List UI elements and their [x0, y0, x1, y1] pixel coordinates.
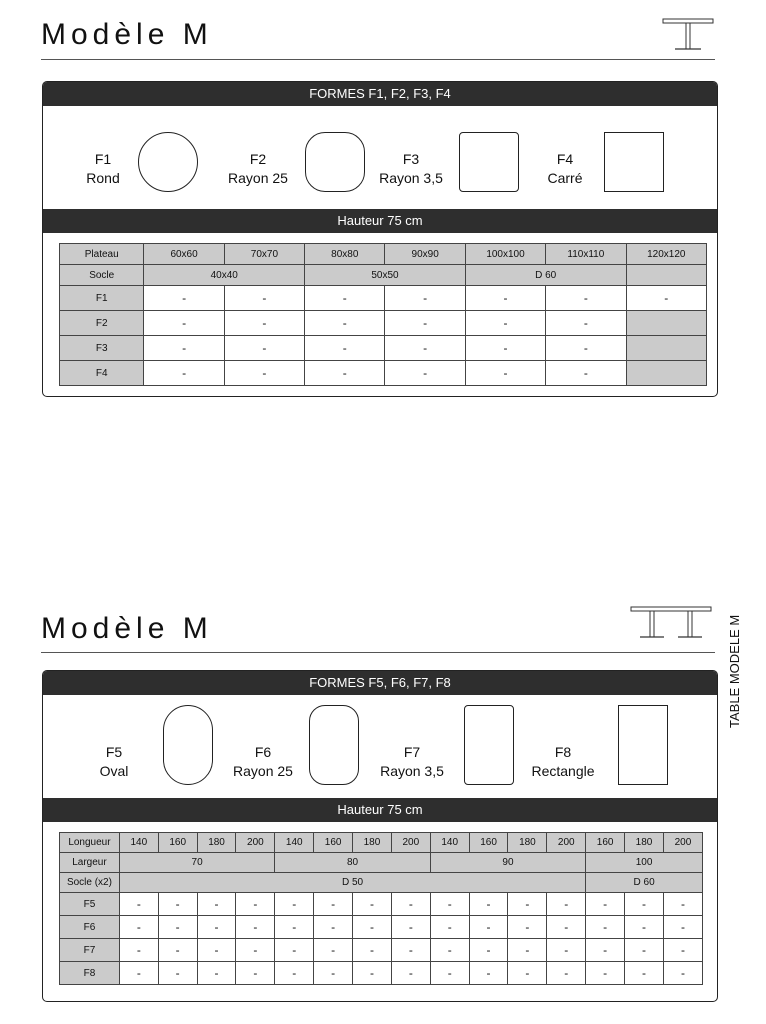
dimension-cell: 120x120 — [626, 244, 706, 265]
availability-cell: - — [236, 962, 275, 985]
availability-cell: - — [465, 286, 545, 311]
width-cell: 100 — [586, 853, 703, 873]
availability-cell: - — [197, 962, 236, 985]
socle-cell: D 50 — [119, 873, 585, 893]
availability-cell: - — [586, 939, 625, 962]
availability-cell: - — [144, 361, 224, 386]
dimension-cell: 140 — [275, 833, 314, 853]
availability-cell: - — [465, 336, 545, 361]
shape-label-f2: F2 Rayon 25 — [228, 151, 288, 186]
shape-label-f5: F5 Oval — [99, 744, 129, 779]
dimension-cell: 180 — [625, 833, 664, 853]
availability-cell: - — [305, 311, 385, 336]
dimension-cell: 200 — [547, 833, 586, 853]
dimension-cell: 160 — [314, 833, 353, 853]
forms-panel-2 — [42, 670, 718, 1002]
availability-cell: - — [385, 336, 465, 361]
table-row — [60, 873, 703, 893]
dimension-cell: 180 — [197, 833, 236, 853]
shape-f3-radius-3-5 — [459, 132, 519, 192]
dimension-cell: 200 — [236, 833, 275, 853]
availability-cell: - — [546, 311, 626, 336]
availability-cell: - — [305, 286, 385, 311]
availability-cell: - — [275, 916, 314, 939]
forms-header-2: FORMES F5, F6, F7, F8 — [43, 671, 717, 695]
table-row — [60, 853, 703, 873]
availability-cell: - — [119, 962, 158, 985]
height-header-1: Hauteur 75 cm — [43, 209, 717, 233]
dimension-cell: 80x80 — [305, 244, 385, 265]
availability-cell: - — [353, 893, 392, 916]
table-header-row — [60, 244, 707, 265]
availability-cell: - — [508, 893, 547, 916]
availability-cell: - — [275, 939, 314, 962]
availability-cell: - — [385, 361, 465, 386]
row-label: Socle (x2) — [60, 873, 120, 893]
row-label: Plateau — [60, 244, 144, 265]
shape-f6-radius-25 — [309, 705, 359, 785]
row-label: F3 — [60, 336, 144, 361]
shape-label-f1: F1 Rond — [86, 151, 120, 186]
table-row — [60, 265, 707, 286]
page-title-2: Modèle M — [41, 612, 213, 645]
forms-header-1: FORMES F1, F2, F3, F4 — [43, 82, 717, 106]
availability-cell: - — [547, 939, 586, 962]
table-row — [60, 361, 707, 386]
table-header-row — [60, 833, 703, 853]
row-label: F8 — [60, 962, 120, 985]
socle-cell: D 60 — [586, 873, 703, 893]
availability-cell: - — [197, 893, 236, 916]
availability-cell: - — [391, 916, 430, 939]
availability-cell: - — [508, 939, 547, 962]
dimension-cell: 70x70 — [224, 244, 304, 265]
availability-cell: - — [158, 893, 197, 916]
shape-f8-rectangle — [618, 705, 668, 785]
shape-label-f7: F7 Rayon 3,5 — [380, 744, 444, 779]
availability-cell: - — [625, 939, 664, 962]
availability-cell: - — [197, 939, 236, 962]
table-row — [60, 336, 707, 361]
availability-cell: - — [508, 916, 547, 939]
availability-cell: - — [236, 916, 275, 939]
availability-cell: - — [119, 916, 158, 939]
shape-label-f6: F6 Rayon 25 — [233, 744, 293, 779]
shape-label-f8: F8 Rectangle — [531, 744, 595, 779]
availability-cell: - — [430, 893, 469, 916]
dimension-cell: 140 — [119, 833, 158, 853]
availability-cell: - — [391, 939, 430, 962]
dimension-cell: 90x90 — [385, 244, 465, 265]
availability-cell: - — [224, 361, 304, 386]
availability-cell: - — [305, 361, 385, 386]
dimension-cell: 180 — [353, 833, 392, 853]
table-row — [60, 939, 703, 962]
unavailable-cell — [626, 336, 706, 361]
availability-cell: - — [158, 962, 197, 985]
availability-cell: - — [353, 939, 392, 962]
availability-cell: - — [119, 893, 158, 916]
single-pedestal-table-icon — [662, 18, 714, 54]
availability-cell: - — [625, 962, 664, 985]
availability-cell: - — [547, 962, 586, 985]
forms-panel-1 — [42, 81, 718, 397]
availability-cell: - — [663, 939, 702, 962]
availability-cell: - — [469, 893, 508, 916]
availability-cell: - — [314, 939, 353, 962]
availability-cell: - — [197, 916, 236, 939]
socle-cell: 40x40 — [144, 265, 305, 286]
table-row — [60, 311, 707, 336]
table-row — [60, 286, 707, 311]
table-row — [60, 962, 703, 985]
row-label: Socle — [60, 265, 144, 286]
dimension-cell: 200 — [663, 833, 702, 853]
availability-cell: - — [119, 939, 158, 962]
availability-cell: - — [224, 286, 304, 311]
availability-cell: - — [391, 893, 430, 916]
dimension-cell: 140 — [430, 833, 469, 853]
availability-cell: - — [314, 893, 353, 916]
side-label: TABLE MODELE M — [727, 614, 742, 728]
height-header-2: Hauteur 75 cm — [43, 798, 717, 822]
availability-cell: - — [586, 962, 625, 985]
availability-cell: - — [663, 916, 702, 939]
availability-cell: - — [158, 916, 197, 939]
row-label: F2 — [60, 311, 144, 336]
socle-cell: 50x50 — [305, 265, 466, 286]
shape-label-f3: F3 Rayon 3,5 — [379, 151, 443, 186]
availability-cell: - — [546, 286, 626, 311]
dimension-cell: 160 — [586, 833, 625, 853]
width-cell: 70 — [119, 853, 274, 873]
availability-cell: - — [385, 286, 465, 311]
availability-cell: - — [144, 286, 224, 311]
availability-cell: - — [385, 311, 465, 336]
width-cell: 80 — [275, 853, 430, 873]
availability-cell: - — [546, 336, 626, 361]
availability-cell: - — [430, 962, 469, 985]
availability-cell: - — [469, 916, 508, 939]
availability-cell: - — [224, 336, 304, 361]
dimension-cell: 200 — [391, 833, 430, 853]
availability-cell: - — [353, 916, 392, 939]
availability-cell: - — [547, 916, 586, 939]
row-label: Longueur — [60, 833, 120, 853]
availability-cell: - — [469, 939, 508, 962]
availability-cell: - — [158, 939, 197, 962]
availability-cell: - — [465, 361, 545, 386]
availability-cell: - — [430, 916, 469, 939]
availability-cell: - — [465, 311, 545, 336]
availability-cell: - — [626, 286, 706, 311]
unavailable-cell — [626, 311, 706, 336]
width-cell: 90 — [430, 853, 585, 873]
availability-cell: - — [305, 336, 385, 361]
availability-cell: - — [275, 893, 314, 916]
row-label: F5 — [60, 893, 120, 916]
availability-cell: - — [275, 962, 314, 985]
title-divider-2 — [41, 652, 715, 653]
row-label: F6 — [60, 916, 120, 939]
availability-cell: - — [353, 962, 392, 985]
availability-cell: - — [625, 916, 664, 939]
dimension-cell: 60x60 — [144, 244, 224, 265]
dimension-cell: 100x100 — [465, 244, 545, 265]
dimension-cell: 110x110 — [546, 244, 626, 265]
shapes-row-1 — [43, 106, 717, 209]
double-pedestal-table-icon — [630, 606, 714, 642]
shapes-row-2 — [43, 695, 717, 798]
availability-cell: - — [236, 893, 275, 916]
availability-cell: - — [547, 893, 586, 916]
socle-cell: D 60 — [465, 265, 626, 286]
size-table-2 — [59, 832, 703, 985]
availability-cell: - — [546, 361, 626, 386]
shape-f1-round — [138, 132, 198, 192]
shape-f4-square — [604, 132, 664, 192]
page-title-1: Modèle M — [41, 18, 213, 51]
table-row — [60, 893, 703, 916]
availability-cell: - — [224, 311, 304, 336]
dimension-cell: 160 — [158, 833, 197, 853]
shape-f5-oval — [163, 705, 213, 785]
row-label: F1 — [60, 286, 144, 311]
availability-cell: - — [586, 893, 625, 916]
availability-cell: - — [236, 939, 275, 962]
row-label: Largeur — [60, 853, 120, 873]
row-label: F7 — [60, 939, 120, 962]
shape-label-f4: F4 Carré — [547, 151, 583, 186]
availability-cell: - — [144, 336, 224, 361]
row-label: F4 — [60, 361, 144, 386]
shape-f7-radius-3-5 — [464, 705, 514, 785]
availability-cell: - — [586, 916, 625, 939]
availability-cell: - — [314, 962, 353, 985]
availability-cell: - — [663, 893, 702, 916]
dimension-cell: 180 — [508, 833, 547, 853]
availability-cell: - — [663, 962, 702, 985]
availability-cell: - — [314, 916, 353, 939]
shape-f2-radius-25 — [305, 132, 365, 192]
table-row — [60, 916, 703, 939]
size-table-1 — [59, 243, 707, 386]
availability-cell: - — [469, 962, 508, 985]
unavailable-cell — [626, 361, 706, 386]
availability-cell: - — [144, 311, 224, 336]
title-divider-1 — [41, 59, 715, 60]
availability-cell: - — [430, 939, 469, 962]
availability-cell: - — [625, 893, 664, 916]
availability-cell: - — [508, 962, 547, 985]
availability-cell: - — [391, 962, 430, 985]
socle-cell — [626, 265, 706, 286]
dimension-cell: 160 — [469, 833, 508, 853]
